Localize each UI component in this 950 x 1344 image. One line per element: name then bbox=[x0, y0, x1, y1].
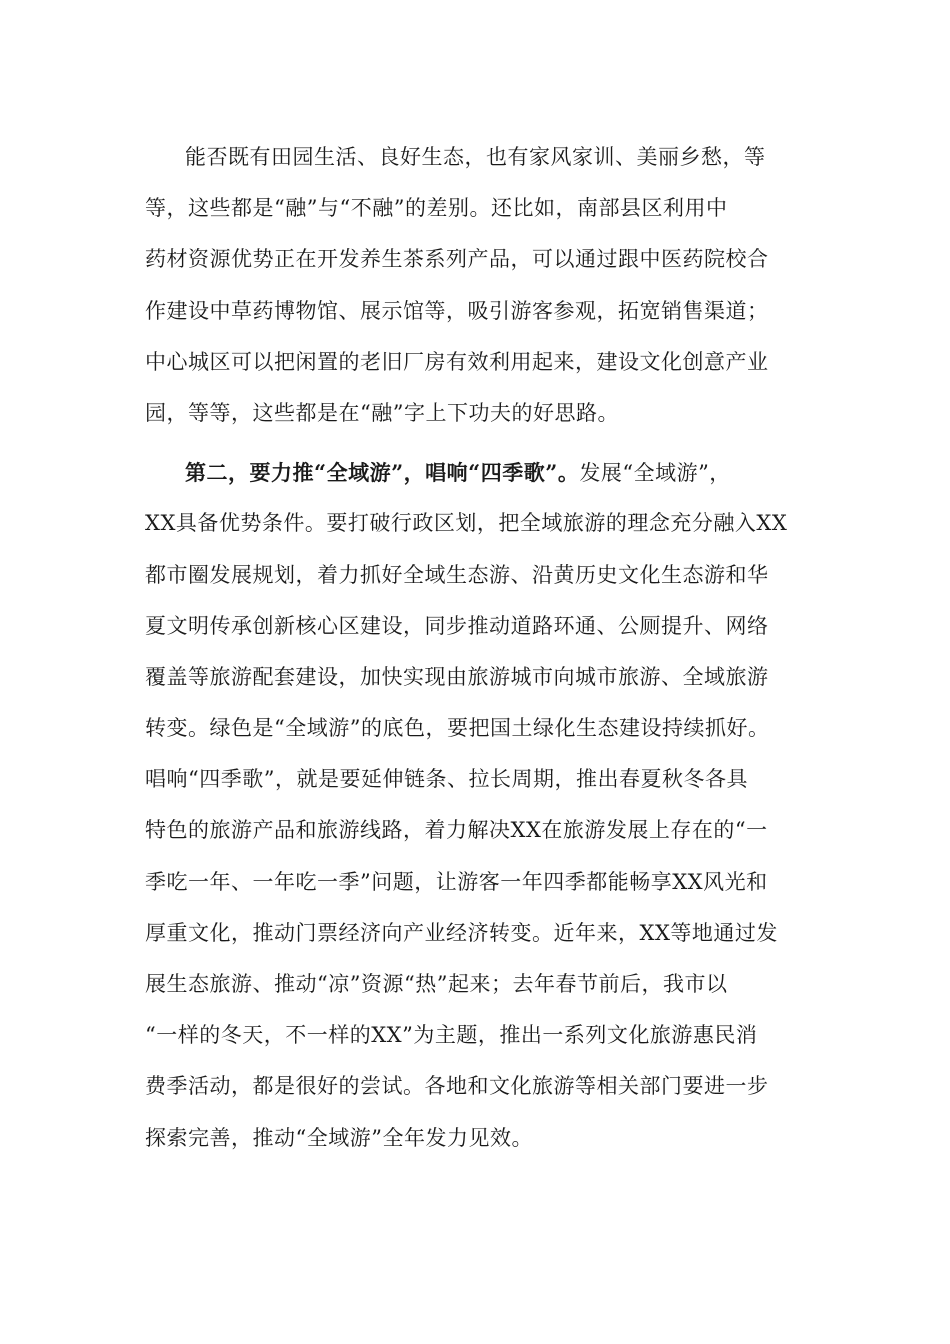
paragraph-2 bbox=[145, 447, 810, 1164]
text-line: 中心城区可以把闲置的老旧厂房有效利用起来，建设文化创意产业 bbox=[145, 349, 769, 374]
text-line: 夏文明传承创新核心区建设，同步推动道路环通、公厕提升、网络 bbox=[145, 613, 769, 638]
text-line: 都市圈发展规划，着力抓好全域生态游、沿黄历史文化生态游和华 bbox=[145, 562, 769, 587]
text-line: “一样的冬天，不一样的XX”为主题，推出一系列文化旅游惠民消 bbox=[145, 1023, 758, 1048]
text-line-with-heading bbox=[145, 447, 810, 498]
section-heading: 第二，要力推“全域游”，唱响“四季歌”。 bbox=[185, 460, 580, 486]
heading-line-text: 发展“全域游”， bbox=[579, 461, 731, 486]
text-line: 费季活动，都是很好的尝试。各地和文化旅游等相关部门要进一步 bbox=[145, 1074, 769, 1099]
paragraph-spacing bbox=[145, 439, 810, 447]
text-line: 厚重文化，推动门票经济向产业经济转变。近年来，XX等地通过发 bbox=[145, 920, 778, 945]
document-body bbox=[145, 132, 810, 1164]
text-line: 季吃一年、一年吃一季”问题，让游客一年四季都能畅享XX风光和 bbox=[145, 869, 768, 894]
text-line: 药材资源优势正在开发养生茶系列产品，可以通过跟中医药院校合 bbox=[145, 247, 769, 272]
text-line: 唱响“四季歌”，就是要延伸链条、拉长周期，推出春夏秋冬各具 bbox=[145, 767, 748, 792]
text-line: 作建设中草药博物馆、展示馆等，吸引游客参观，拓宽销售渠道； bbox=[145, 298, 769, 323]
text-line: 等，这些都是“融”与“不融”的差别。还比如，南部县区利用中 bbox=[145, 196, 728, 221]
paragraph-1 bbox=[145, 132, 810, 439]
text-line: 园，等等，这些都是在“融”字上下功夫的好思路。 bbox=[145, 400, 619, 425]
text-line: XX具备优势条件。要打破行政区划，把全域旅游的理念充分融入XX bbox=[145, 511, 788, 536]
text-line: 探索完善，推动“全域游”全年发力见效。 bbox=[145, 1125, 533, 1150]
text-line: 能否既有田园生活、良好生态，也有家风家训、美丽乡愁，等 bbox=[185, 145, 766, 169]
text-line: 展生态旅游、推动“凉”资源“热”起来；去年春节前后，我市以 bbox=[145, 972, 728, 996]
text-line: 特色的旅游产品和旅游线路，着力解决XX在旅游发展上存在的“一 bbox=[145, 818, 768, 843]
text-line: 覆盖等旅游配套建设，加快实现由旅游城市向城市旅游、全域旅游 bbox=[145, 664, 769, 689]
text-line: 转变。绿色是“全域游”的底色，要把国土绿化生态建设持续抓好。 bbox=[145, 716, 770, 741]
